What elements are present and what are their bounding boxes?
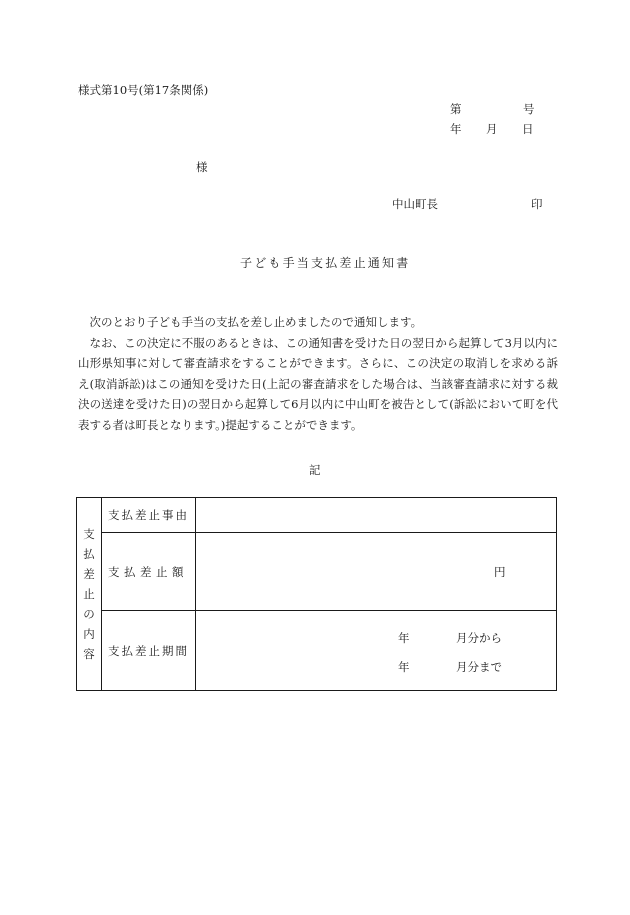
- date-day-label: 日: [522, 122, 534, 136]
- period-label: 支払差止期間: [102, 611, 196, 691]
- notice-body: [78, 312, 558, 435]
- date-year-label: 年: [450, 122, 462, 136]
- notice-paragraph-1: 次のとおり子ども手当の支払を差し止めましたので通知します。: [89, 315, 423, 329]
- addressee-suffix: 様: [196, 160, 208, 174]
- document-title: 子ども手当支払差止通知書: [240, 256, 411, 270]
- period-from-month: 月分から: [456, 631, 502, 645]
- period-to-year: 年: [398, 660, 410, 674]
- period-from-year: 年: [398, 631, 410, 645]
- amount-value: [196, 533, 557, 611]
- side-heading-char: 容: [83, 647, 95, 661]
- reason-label: 支払差止事由: [102, 498, 196, 533]
- ki-heading: 記: [309, 463, 321, 477]
- side-heading-char: 差: [83, 567, 95, 581]
- suspension-details-table: [76, 497, 557, 691]
- side-heading-char: の: [83, 607, 95, 621]
- side-heading-char: 払: [83, 547, 95, 561]
- period-value: [196, 611, 557, 691]
- reason-value: [196, 498, 557, 533]
- date-month-label: 月: [486, 122, 498, 136]
- side-heading: [77, 498, 102, 691]
- form-number: 様式第10号(第17条関係): [78, 83, 209, 97]
- issuer-name: 中山町長: [392, 197, 438, 211]
- document-number-prefix: 第: [450, 102, 462, 116]
- amount-unit: 円: [494, 564, 506, 579]
- side-heading-char: 内: [83, 627, 95, 641]
- side-heading-char: 支: [83, 527, 95, 541]
- notice-paragraph-2: なお、この決定に不服のあるときは、この通知書を受けた日の翌日から起算して3月以内に山形県知事に対して審査請求をすることができます。さらに、この決定の取消しを求める訴え(取消訴訟)はこの通知を受けた日(上記の審査請求をした場合は、当該審査請求に対する裁決の送達を受けた日)の翌日から起算して6月以内に中山町を被告として(訴訟において町を代表する者は町長となります。)提起することができます。: [78, 335, 558, 432]
- side-heading-char: 止: [83, 587, 95, 601]
- amount-label: 支払差止額: [102, 533, 196, 611]
- seal-mark: 印: [531, 197, 543, 211]
- document-number-suffix: 号: [523, 102, 535, 116]
- period-to-month: 月分まで: [456, 660, 502, 674]
